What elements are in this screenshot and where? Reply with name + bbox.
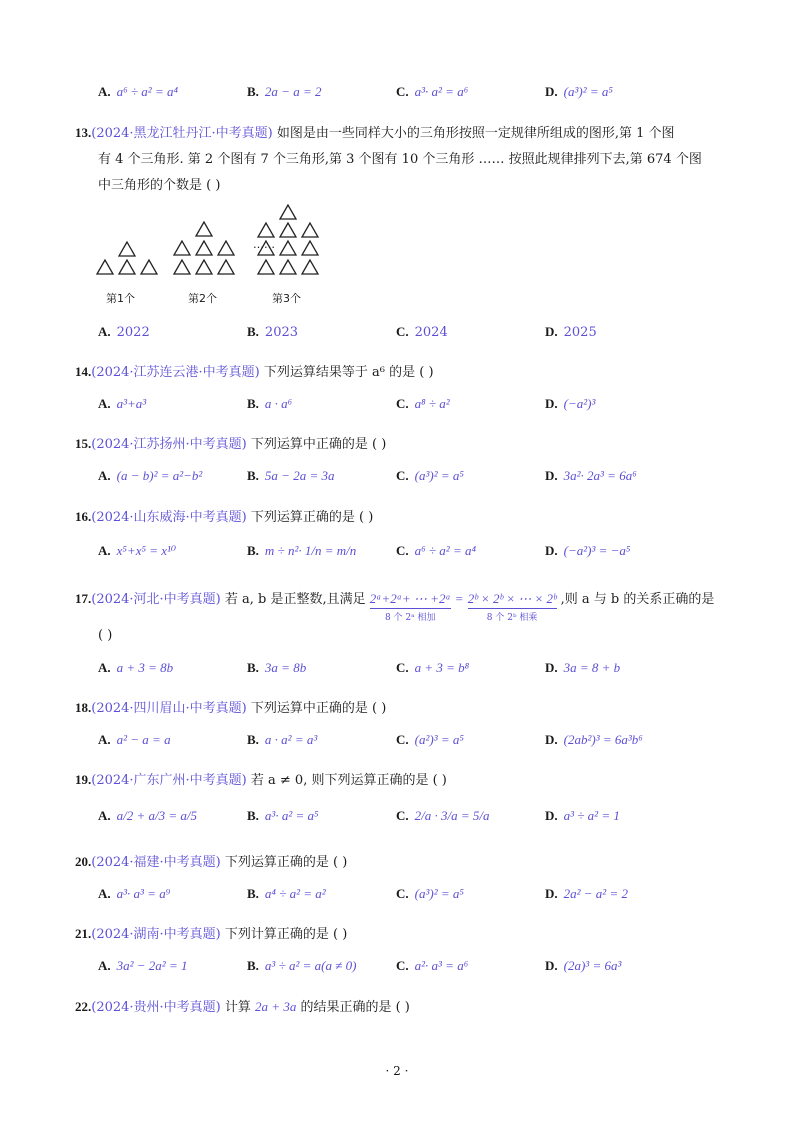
figure-label-3: 第3个 bbox=[272, 292, 301, 305]
q12-options bbox=[0, 84, 794, 104]
q18-stem: 18.(2024·四川眉山·中考真题) 下列运算中正确的是 ( ) bbox=[75, 700, 387, 716]
q16-option-b[interactable]: B. m ÷ n²· 1/n = m/n bbox=[247, 543, 357, 558]
q14-option-c[interactable]: C. a⁸ ÷ a² bbox=[396, 396, 450, 411]
q16-option-a[interactable]: A. x⁵+x⁵ = x¹⁰ bbox=[98, 543, 177, 558]
q20-option-d[interactable]: D. 2a² − a² = 2 bbox=[545, 886, 628, 901]
q16-option-d[interactable]: D. (−a²)³ = −a⁵ bbox=[545, 543, 631, 558]
q17-option-b[interactable]: B. 3a = 8b bbox=[247, 660, 307, 675]
q14-option-d[interactable]: D. (−a²)³ bbox=[545, 396, 596, 411]
q17-left-brace bbox=[370, 605, 451, 609]
q17-option-d[interactable]: D. 3a = 8 + b bbox=[545, 660, 621, 675]
q15-stem: 15.(2024·江苏扬州·中考真题) 下列运算中正确的是 ( ) bbox=[75, 436, 387, 452]
q20-options bbox=[0, 886, 794, 906]
q19-options bbox=[0, 808, 794, 828]
q19-option-a[interactable]: A. a/2 + a/3 = a/5 bbox=[98, 808, 198, 823]
q14-options bbox=[0, 396, 794, 416]
q13-option-c[interactable]: C. 2024 bbox=[396, 324, 448, 340]
q20-option-b[interactable]: B. a⁴ ÷ a² = a² bbox=[247, 886, 326, 901]
q21-option-c[interactable]: C. a²· a³ = a⁶ bbox=[396, 958, 469, 973]
q20-stem: 20.(2024·福建·中考真题) 下列运算正确的是 ( ) bbox=[75, 854, 348, 870]
triangle-pattern-1 bbox=[97, 242, 157, 274]
q18-option-a[interactable]: A. a² − a = a bbox=[98, 732, 171, 747]
q12-option-a[interactable]: A. a⁶ ÷ a² = a⁴ bbox=[98, 84, 178, 99]
q17-options bbox=[0, 660, 794, 680]
q12-option-b[interactable]: B. 2a − a = 2 bbox=[247, 84, 322, 99]
page-number: · 2 · bbox=[385, 1064, 409, 1078]
q17-right-brace-label: 8 个 2ᵇ 相乘 bbox=[486, 613, 538, 623]
q15-option-d[interactable]: D. 3a²· 2a³ = 6a⁶ bbox=[545, 468, 637, 483]
q18-option-c[interactable]: C. (a²)³ = a⁵ bbox=[396, 732, 464, 747]
q14-option-b[interactable]: B. a · a⁶ bbox=[247, 396, 293, 411]
q20-option-c[interactable]: C. (a³)² = a⁵ bbox=[396, 886, 464, 901]
q19-stem: 19.(2024·广东广州·中考真题) 若 a ≠ 0, 则下列运算正确的是 ( ) bbox=[75, 772, 447, 788]
q13-option-d[interactable]: D. 2025 bbox=[545, 324, 597, 340]
figure-label-1: 第1个 bbox=[106, 292, 135, 305]
q16-option-c[interactable]: C. a⁶ ÷ a² = a⁴ bbox=[396, 543, 476, 558]
q14-stem: 14.(2024·江苏连云港·中考真题) 下列运算结果等于 a⁶ 的是 ( ) bbox=[75, 364, 434, 380]
q17-paren: ( ) bbox=[98, 628, 113, 643]
triangle-pattern-figure bbox=[95, 200, 395, 310]
q17-option-a[interactable]: A. a + 3 = 8b bbox=[98, 660, 174, 675]
q13-stem-line3: 中三角形的个数是 ( ) bbox=[98, 178, 221, 193]
q21-option-d[interactable]: D. (2a)³ = 6a³ bbox=[545, 958, 622, 973]
q16-options bbox=[0, 543, 794, 563]
q17-left-brace-label: 8 个 2ᵃ 相加 bbox=[384, 613, 436, 623]
q21-stem: 21.(2024·湖南·中考真题) 下列计算正确的是 ( ) bbox=[75, 926, 348, 942]
figure-label-2: 第2个 bbox=[188, 292, 217, 305]
q21-options bbox=[0, 958, 794, 978]
q13-options bbox=[0, 324, 794, 344]
q17-option-c[interactable]: C. a + 3 = b⁸ bbox=[396, 660, 470, 675]
q18-option-b[interactable]: B. a · a² = a³ bbox=[247, 732, 318, 747]
q17-product-expression: 2ᵇ × 2ᵇ × ⋯ × 2ᵇ 8 个 2ᵇ 相乘 bbox=[467, 591, 557, 623]
q16-stem: 16.(2024·山东威海·中考真题) 下列运算正确的是 ( ) bbox=[75, 509, 374, 525]
q17-stem: 17.(2024·河北·中考真题) 若 a, b 是正整数,且满足 2ᵃ+2ᵃ+ ⋯ +2ᵃ 8 个 2ᵃ 相加 = 2ᵇ × 2ᵇ × ⋯ × 2ᵇ 8 个 2ᵇ 相乘 ,则 a 与 b 的关系正确的是 bbox=[75, 591, 715, 623]
q12-option-c[interactable]: C. a³· a² = a⁶ bbox=[396, 84, 469, 99]
q15-options bbox=[0, 468, 794, 488]
q15-option-b[interactable]: B. 5a − 2a = 3a bbox=[247, 468, 335, 483]
q17-sum-expression: 2ᵃ+2ᵃ+ ⋯ +2ᵃ 8 个 2ᵃ 相加 bbox=[369, 591, 451, 623]
q21-option-b[interactable]: B. a³ ÷ a² = a(a ≠ 0) bbox=[247, 958, 357, 973]
triangle-pattern-2 bbox=[174, 222, 234, 274]
q13-stem-line1: 13.(2024·黑龙江牡丹江·中考真题) 如图是由一些同样大小的三角形按照一定规律所组成的图形,第 1 个图 bbox=[75, 125, 675, 141]
q18-option-d[interactable]: D. (2ab²)³ = 6a³b⁶ bbox=[545, 732, 643, 747]
q13-option-b[interactable]: B. 2023 bbox=[247, 324, 299, 340]
q22-stem: 22.(2024·贵州·中考真题) 计算 2a + 3a 的结果正确的是 ( ) bbox=[75, 999, 410, 1015]
q19-option-b[interactable]: B. a³· a² = a⁵ bbox=[247, 808, 319, 823]
q13-stem-line2: 有 4 个三角形. 第 2 个图有 7 个三角形,第 3 个图有 10 个三角形 …… 按照此规律排列下去,第 674 个图 bbox=[98, 152, 702, 167]
q12-option-d[interactable]: D. (a³)² = a⁵ bbox=[545, 84, 613, 99]
q19-option-d[interactable]: D. a³ ÷ a² = 1 bbox=[545, 808, 620, 823]
q15-option-c[interactable]: C. (a³)² = a⁵ bbox=[396, 468, 464, 483]
q20-option-a[interactable]: A. a³· a³ = a⁹ bbox=[98, 886, 171, 901]
figure-ellipsis: …… bbox=[253, 238, 275, 251]
q13-option-a[interactable]: A. 2022 bbox=[98, 324, 150, 340]
q14-option-a[interactable]: A. a³+a³ bbox=[98, 396, 147, 411]
q18-options bbox=[0, 732, 794, 752]
q15-option-a[interactable]: A. (a − b)² = a²−b² bbox=[98, 468, 203, 483]
q19-option-c[interactable]: C. 2/a · 3/a = 5/a bbox=[396, 808, 490, 823]
q21-option-a[interactable]: A. 3a² − 2a² = 1 bbox=[98, 958, 188, 973]
q17-right-brace bbox=[468, 605, 557, 609]
